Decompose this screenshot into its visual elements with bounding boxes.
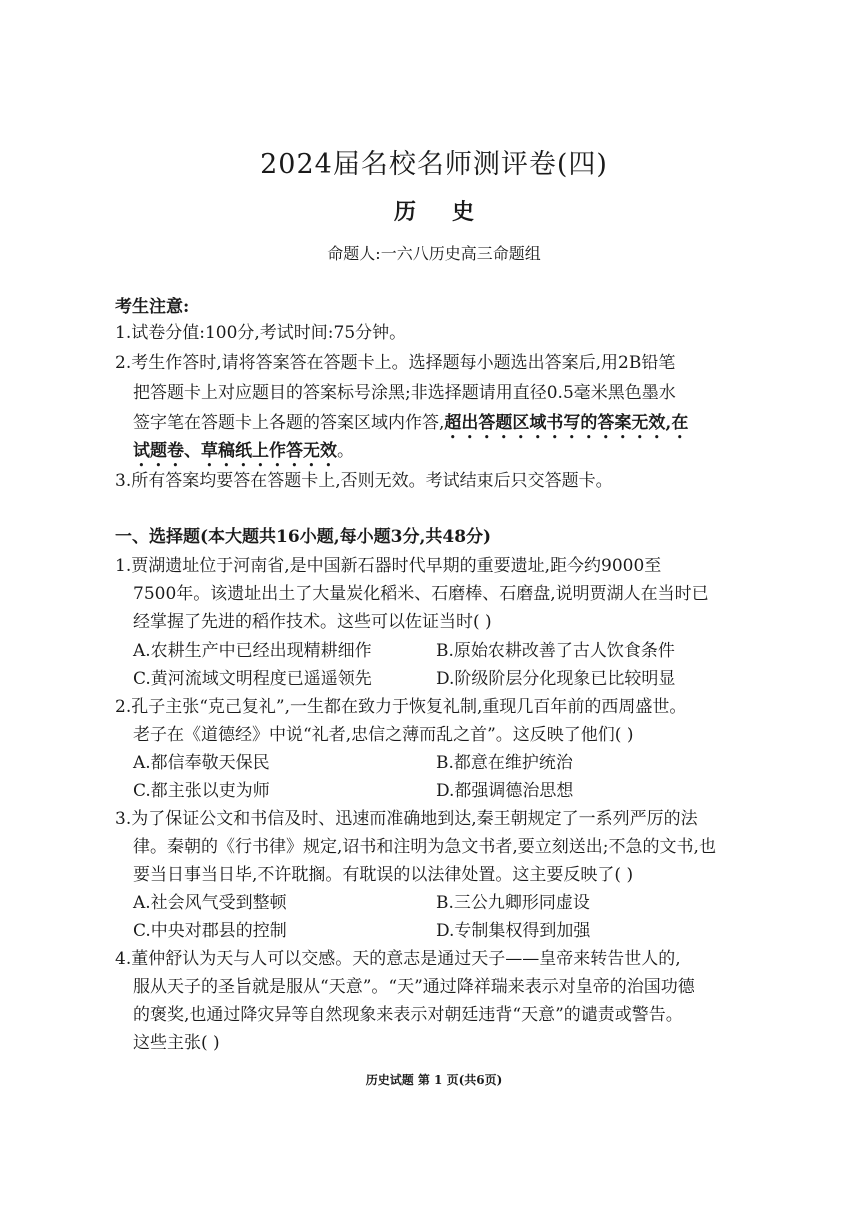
notice-heading: 考生注意: bbox=[115, 297, 190, 317]
notice-item-2-line-4-end: 。 bbox=[337, 441, 354, 461]
question-3-option-a: A.社会风气受到整顿 bbox=[133, 893, 287, 913]
notice-item-2-line-1: 2.考生作答时,请将答案答在答题卡上。选择题每小题选出答案后,用2B铅笔 bbox=[115, 353, 676, 373]
question-3-option-b: B.三公九卿形同虚设 bbox=[436, 893, 590, 913]
notice-warning-emphasis-2: 试题卷、草稿纸上作答无效 bbox=[133, 441, 337, 461]
section-heading: 一、选择题(本大题共16小题,每小题3分,共48分) bbox=[115, 527, 492, 547]
exam-title: 2024届名校名师测评卷(四) bbox=[260, 149, 608, 180]
question-2-line-1: 2.孔子主张“克己复礼”,一生都在致力于恢复礼制,重现几百年前的西周盛世。 bbox=[115, 697, 687, 717]
notice-warning-emphasis: 超出答题区域书写的答案无效,在 bbox=[444, 413, 689, 433]
question-1-line-2: 7500年。该遗址出土了大量炭化稻米、石磨棒、石磨盘,说明贾湖人在当时已 bbox=[133, 584, 709, 604]
notice-item-2-line-2: 把答题卡上对应题目的答案标号涂黑;非选择题请用直径0.5毫米黑色墨水 bbox=[133, 383, 676, 403]
question-2-option-a: A.都信奉敬天保民 bbox=[133, 753, 270, 773]
question-3-option-d: D.专制集权得到加强 bbox=[436, 921, 591, 941]
question-1-option-a: A.农耕生产中已经出现精耕细作 bbox=[133, 641, 372, 661]
question-2-option-d: D.都强调德治思想 bbox=[436, 781, 574, 801]
question-4-line-1: 4.董仲舒认为天与人可以交感。天的意志是通过天子——皇帝来转告世人的, bbox=[115, 949, 681, 969]
question-4-line-4: 这些主张( ) bbox=[133, 1033, 220, 1053]
exam-subject: 历史 bbox=[393, 199, 510, 225]
question-1-line-3: 经掌握了先进的稻作技术。这些可以佐证当时( ) bbox=[133, 612, 492, 632]
page-footer: 历史试题 第 1 页(共6页) bbox=[365, 1073, 503, 1087]
question-4-line-3: 的褒奖,也通过降灾异等自然现象来表示对朝廷违背“天意”的谴责或警告。 bbox=[133, 1005, 683, 1025]
notice-item-2-line-3-text: 签字笔在答题卡上各题的答案区域内作答, bbox=[133, 413, 445, 433]
question-2-option-b: B.都意在维护统治 bbox=[436, 753, 573, 773]
notice-item-3: 3.所有答案均要答在答题卡上,否则无效。考试结束后只交答题卡。 bbox=[115, 471, 613, 491]
question-3-line-3: 要当日事当日毕,不许耽搁。有耽误的以法律处置。这主要反映了( ) bbox=[133, 865, 634, 885]
question-4-line-2: 服从天子的圣旨就是服从“天意”。“天”通过降祥瑞来表示对皇帝的治国功德 bbox=[133, 977, 695, 997]
question-3-line-2: 律。秦朝的《行书律》规定,诏书和注明为急文书者,要立刻送出;不急的文书,也 bbox=[133, 837, 716, 857]
question-3-option-c: C.中央对郡县的控制 bbox=[133, 921, 287, 941]
question-2-line-2: 老子在《道德经》中说“礼者,忠信之薄而乱之首”。这反映了他们( ) bbox=[133, 725, 634, 745]
question-1-option-d: D.阶级阶层分化现象已比较明显 bbox=[436, 669, 676, 689]
question-3-line-1: 3.为了保证公文和书信及时、迅速而准确地到达,秦王朝规定了一系列严厉的法 bbox=[115, 809, 698, 829]
exam-author: 命题人:一六八历史高三命题组 bbox=[327, 244, 541, 263]
question-2-option-c: C.都主张以吏为师 bbox=[133, 781, 270, 801]
notice-item-1: 1.试卷分值:100分,考试时间:75分钟。 bbox=[115, 323, 407, 343]
question-1-option-c: C.黄河流域文明程度已遥遥领先 bbox=[133, 669, 372, 689]
question-1-line-1: 1.贾湖遗址位于河南省,是中国新石器时代早期的重要遗址,距今约9000至 bbox=[115, 556, 662, 576]
question-1-option-b: B.原始农耕改善了古人饮食条件 bbox=[436, 641, 675, 661]
